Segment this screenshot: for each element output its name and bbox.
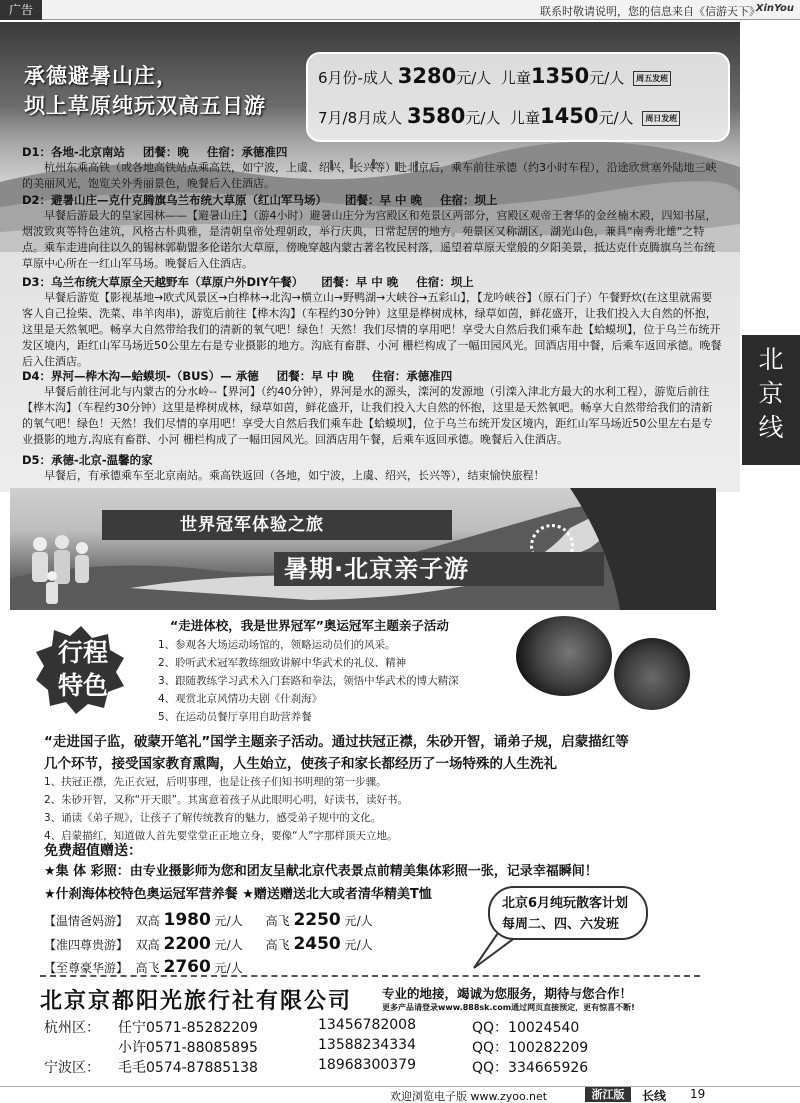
- contact-qq: QQ：100282209: [472, 1040, 589, 1056]
- contact-mobile: 13588234334: [318, 1037, 416, 1053]
- badge-line: 行程: [57, 638, 108, 667]
- price-tier-row: [44, 957, 243, 977]
- price-unit: 元/人: [456, 69, 492, 87]
- hero-title-line2: 坝上草原纯玩双高五日游: [24, 94, 266, 118]
- great-wall-image: [10, 488, 716, 610]
- day-description: 早餐后游览【影视基地→欧式风景区→白桦林→北沟→横立山→野鸭湖→大峡谷→五彩山】，【龙吟峡谷】（原石门子）午餐野炊(在这里就需要客人自己捡柴、洗菜、串羊肉串)，游览后前往【桦木沟】（车程约30分钟）这里是桦树成林，绿草如茵，鲜花盛开，让我们投入大自然的怀抱，这里是天然氧吧。畅享大自然带给我们的清新的氧气吧！绿色！天然！我们尽情的享用吧！享受大自然后我们乘车赴【蛤蟆坝】，位于乌兰布统开发区境内，距红山军马场近50公里左右是专业摄影的地方。沟底有畜群、小河 栅栏构成了一幅田园风光。回酒店用中餐，后乘车返回承德。晚餐后入住酒店。: [22, 291, 722, 368]
- side-tab-char: 京: [758, 379, 784, 408]
- day-heading: D1：各地-北京南站: [22, 145, 125, 159]
- day-meals: 团餐：早 中 晚: [276, 369, 354, 383]
- child-price: 1350: [530, 64, 590, 88]
- transport-label: 高飞: [265, 914, 290, 928]
- price-row-june: [318, 64, 671, 88]
- price-unit: 元/人: [598, 109, 634, 127]
- day-stay: 住宿：承德准四: [206, 145, 288, 159]
- bubble-line: 北京6月纯玩散客计划: [502, 896, 629, 911]
- banner-subtitle: 暑期·北京亲子游: [274, 552, 604, 586]
- contact-person: 任宁0571-85282209: [118, 1020, 258, 1036]
- divider: [40, 975, 700, 977]
- price-tier-row: [44, 910, 373, 930]
- badge-text: [48, 636, 118, 702]
- price-unit: 元/人: [214, 961, 243, 975]
- price-row-july-aug: [318, 104, 680, 128]
- header-note: 联系时敬请说明，您的信息来自《信游天下》: [540, 5, 760, 18]
- tier-name: 【准四尊贵游】: [44, 938, 129, 952]
- activity-item: 1、参观各大场运动场馆的，领略运动员们的风采。: [158, 639, 396, 651]
- day-stay: 住宿：坝上: [440, 193, 498, 207]
- page-number: 19: [690, 1087, 706, 1101]
- price-box: [306, 52, 730, 142]
- footer-edition: 浙江版: [585, 1087, 631, 1102]
- contact-qq: QQ：10024540: [472, 1020, 580, 1036]
- departure-tag: 周日发班: [642, 111, 680, 126]
- section-tab-beijing-line: [742, 335, 800, 465]
- contact-mobile: 18968300379: [318, 1057, 416, 1073]
- day-stay: 住宿：坝上: [416, 275, 474, 289]
- day-heading: D4：界河—桦木沟—蛤蟆坝-（BUS）— 承德: [22, 369, 259, 383]
- price-period: 7月/8月成人: [318, 109, 403, 127]
- itinerary-day-3: [22, 274, 722, 370]
- hero-section: [0, 22, 740, 492]
- child-price: 1450: [540, 104, 599, 128]
- tier-price: 1980: [163, 910, 211, 930]
- itinerary-day-1: [22, 144, 722, 192]
- water-cube-photo: [516, 616, 612, 696]
- itinerary-day-4: [22, 368, 722, 448]
- agency-website-note: 更多产品请登录www.888sk.com通过网页直接预定，更有惊喜不断!: [382, 1003, 635, 1012]
- contact-qq: QQ：334665926: [472, 1060, 589, 1076]
- agency-slogan: 专业的地接，竭诚为您服务，期待与您合作！: [382, 986, 633, 1001]
- activity-title: “走进体校，我是世界冠军”奥运冠军主题亲子活动: [170, 618, 449, 633]
- guozijian-item: 2、朱砂开智，又称“开天眼”。其寓意着孩子从此眼明心明，好读书，读好书。: [44, 794, 409, 806]
- day-description: 早餐后游最大的皇家园林——【避暑山庄】（游4小时）避暑山庄分为宫殿区和苑景区两部分，宫殿区观帝王奢华的金丝楠木殿，四知书屋，烟波致爽等特色建筑，风格古朴典雅，是清朝皇帝处理朝政，举行庆典，日常起居的地方。苑景区又称湖区，湖光山色，兼具“南秀北雄”之特点。乘车走进向往以久的锡林郭勒盟多伦诺尔大草原，傍晚穿越内蒙古著名牧民村落，遥望着草原天堂般的夕阳美景，抵达克什克腾旗乌兰布统草原中心所在一红山军马场。晚餐后入住酒店。: [22, 209, 717, 270]
- gift-line: ★集 体 彩照：由专业摄影师为您和团友呈献北京代表景点前精美集体彩照一张，记录幸福瞬间！: [44, 864, 598, 879]
- footer-section: 长线: [642, 1089, 667, 1103]
- day-meals: 团餐：早 中 晚: [345, 193, 423, 207]
- activity-item: 5、在运动员餐厅享用自助营养餐: [158, 711, 312, 723]
- day-description: 早餐后，有承德乘车至北京南站。乘高铁返回（各地，如宁波，上虞、绍兴，长兴等），结束愉快旅程！: [44, 469, 545, 482]
- child-label: 儿童: [500, 69, 531, 87]
- tier-price: 2760: [163, 957, 211, 977]
- day-stay: 住宿：承德准四: [371, 369, 453, 383]
- side-tab-char: 北: [758, 345, 784, 374]
- day-heading: D3：乌兰布统大草原全天越野车（草原户外DIY午餐）: [22, 275, 304, 289]
- price-unit: 元/人: [465, 109, 501, 127]
- agency-name: 北京京都阳光旅行社有限公司: [40, 988, 353, 1014]
- banner-title: 世界冠军体验之旅: [102, 510, 452, 540]
- adult-price: 3580: [406, 104, 466, 128]
- activity-item: 4、观赏北京风情功夫剧《什刹海》: [158, 693, 323, 705]
- price-unit: 元/人: [344, 914, 373, 928]
- price-unit: 元/人: [214, 938, 243, 952]
- ad-label: 广告: [0, 0, 42, 20]
- price-tier-row: [44, 934, 373, 954]
- bubble-line: 每周二、四、六发班: [502, 917, 620, 932]
- contact-region: 杭州区：: [44, 1020, 100, 1036]
- free-gifts-title: 免费超值赠送：: [44, 843, 142, 859]
- contact-region: 宁波区：: [44, 1060, 100, 1076]
- hero-title-line1: 承德避暑山庄，: [24, 64, 178, 88]
- day-meals: 团餐：早 中 晚: [321, 275, 399, 289]
- price-period: 6月份-成人: [318, 69, 393, 87]
- price-unit: 元/人: [589, 69, 625, 87]
- departure-tag: 周五发班: [633, 71, 671, 86]
- adult-price: 3280: [397, 64, 457, 88]
- guozijian-intro-line2: 几个环节，接受国家教育熏陶，人生始立，使孩子和家长都经历了一场特殊的人生洗礼: [44, 756, 557, 772]
- guozijian-item: 4、启蒙描红，知道做人首先要堂堂正正地立身，要像“人”字那样顶天立地。: [44, 830, 398, 842]
- guozijian-intro-line1: “走进国子监，破蒙开笔礼”国学主题亲子活动。通过扶冠正襟，朱砂开智，诵弟子规，启蒙描红等: [44, 734, 629, 750]
- day-heading: D2：避暑山庄—克什克腾旗乌兰布统大草原（红山军马场）: [22, 193, 328, 207]
- activity-item: 3、跟随教练学习武术入门套路和拳法，领悟中华武术的博大精深: [158, 675, 459, 687]
- contact-person: 小许0571-88085895: [118, 1040, 258, 1056]
- badge-line: 特色: [57, 671, 108, 700]
- tier-name: 【至尊豪华游】: [44, 961, 129, 975]
- day-heading: D5：承德-北京-温馨的家: [22, 453, 153, 467]
- departure-schedule-bubble: [488, 886, 648, 940]
- price-unit: 元/人: [214, 914, 243, 928]
- itinerary-day-2: [22, 192, 722, 272]
- day-meals: 团餐：晚: [142, 145, 189, 159]
- transport-label: 高飞: [265, 938, 290, 952]
- footer-website: 欢迎浏览电子版 www.zyoo.net: [390, 1090, 548, 1103]
- great-wall-banner: [10, 488, 716, 610]
- child-label: 儿童: [510, 109, 541, 127]
- guozijian-item: 3、诵读《弟子规》，让孩子了解传统教育的魅力，感受弟子规中的文化。: [44, 812, 382, 824]
- price-unit: 元/人: [344, 938, 373, 952]
- magazine-logo: XinYou: [755, 3, 794, 14]
- day-description: 杭州东乘高铁（或各地高铁站点乘高铁，如宁波，上虞、绍兴，长兴等）赴北京后，乘车前往承德（约3小时车程），沿途欣赏塞外陆地三峡的美丽风光，饱览关外秀丽景色，晚餐后入住酒店。: [22, 161, 717, 190]
- contact-mobile: 13456782008: [318, 1017, 416, 1033]
- activity-item: 2、聆听武术冠军教练细致讲解中华武术的礼仪、精神: [158, 657, 407, 669]
- birds-nest-photo: [614, 638, 690, 710]
- transport-label: 高飞: [135, 961, 160, 975]
- day-description: 早餐后前往河北与内蒙古的分水岭--【界河】（约40分钟），界河是水的源头，滦河的发源地（引滦入津北方最大的水利工程），游览后前往【桦木沟】（车程约30分钟）这里是桦树成林，绿草如茵，鲜花盛开，让我们投入大自然的怀抱，这里是天然氧吧。畅享大自然带给我们的清新的氧气吧！绿色！天然！我们尽情的享用吧！享受大自然后我们乘车赴【蛤蟆坝】，位于乌兰布统开发区境内，距红山军马场近50公里左右是专业摄影的地方,沟底有畜群、小河 栅栏构成了一幅田园风光。回酒店用午餐，后乘车返回承德。晚餐后入住酒店。: [22, 385, 713, 446]
- transport-label: 双高: [135, 914, 160, 928]
- tier-price: 2250: [293, 910, 341, 930]
- contact-person: 毛毛0574-87885138: [118, 1060, 258, 1076]
- guozijian-item: 1、扶冠正襟，先正衣冠，后明事理，也是让孩子们知书明理的第一步骤。: [44, 776, 387, 788]
- itinerary-day-5: [22, 452, 722, 484]
- family-photo: [24, 530, 96, 608]
- transport-label: 双高: [135, 938, 160, 952]
- tier-price: 2200: [163, 934, 211, 954]
- gift-line: ★什刹海体校特色奥运冠军营养餐 ★赠送赠送北大或者清华精美T恤: [44, 887, 432, 902]
- tier-name: 【温情爸妈游】: [44, 914, 129, 928]
- side-tab-char: 线: [758, 413, 784, 442]
- tier-price: 2450: [293, 934, 341, 954]
